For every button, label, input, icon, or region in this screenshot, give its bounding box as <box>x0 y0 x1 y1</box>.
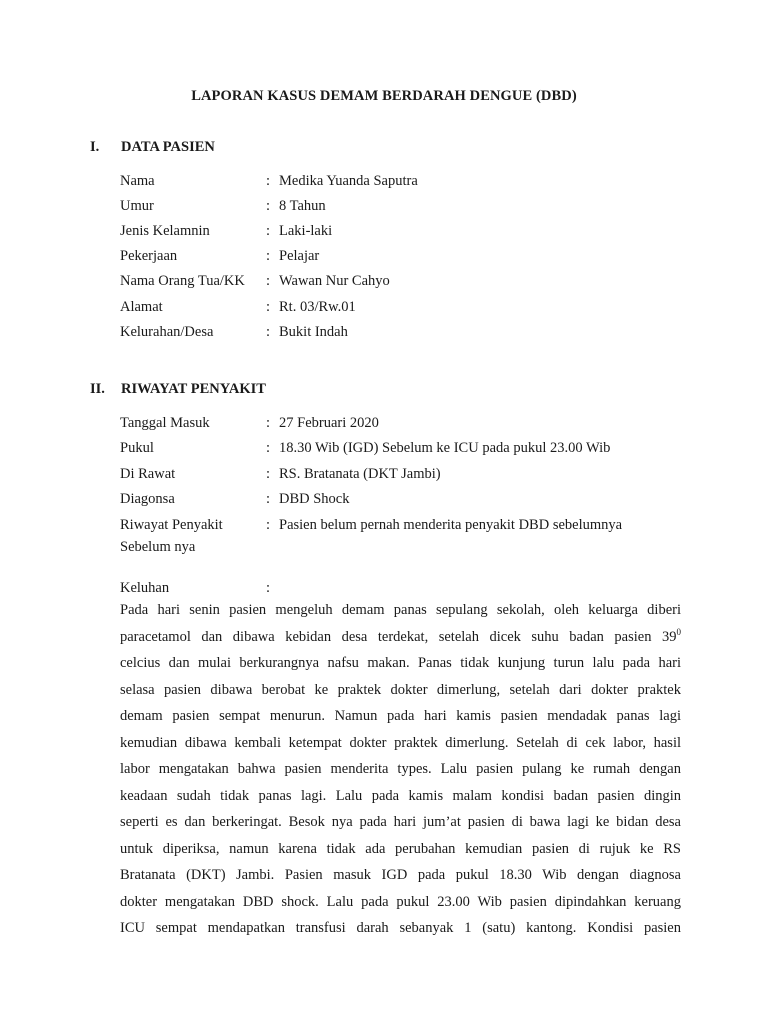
field-value: Bukit Indah <box>279 324 348 340</box>
paragraph-line: untuk diperiksa, namun karena tidak ada perubahan kemudian pasien di rujuk ke RS <box>120 840 681 857</box>
field-value: 8 Tahun <box>279 198 326 214</box>
field-label: Jenis Kelamnin <box>120 223 210 239</box>
paragraph-line: labor mengatakan bahwa pasien menderita types. Lalu pasien pulang ke rumah dengan <box>120 761 681 777</box>
paragraph-line: ICU sempat mendapatkan transfusi darah sebanyak 1 (satu) kantong. Kondisi pasien <box>120 920 681 936</box>
paragraph-line: Pada hari senin pasien mengeluh demam panas sepulang sekolah, oleh keluarga diberi <box>120 602 681 618</box>
field-label: Nama Orang Tua/KK <box>120 273 245 289</box>
temperature-degree: 0 <box>676 626 681 637</box>
paragraph-line: seperti es dan berkeringat. Besok nya pada hari jum’at pasien di bawa lagi ke bidan desa <box>120 814 681 830</box>
document-title: LAPORAN KASUS DEMAM BERDARAH DENGUE (DBD) <box>191 88 577 104</box>
paragraph-line <box>120 624 681 651</box>
field-colon: : <box>266 580 271 596</box>
field-value: Pelajar <box>279 248 320 264</box>
field-label: Kelurahan/Desa <box>120 324 214 340</box>
field-colon: : <box>266 440 271 456</box>
field-label: Umur <box>120 198 154 214</box>
field-label: Diagonsa <box>120 491 175 507</box>
paragraph-line: selasa pasien dibawa berobat ke praktek dokter dimerlung, setelah dari dokter praktek <box>120 681 681 698</box>
field-label: Alamat <box>120 299 163 315</box>
paragraph-line-text: paracetamol dan dibawa kebidan desa terdekat, setelah dicek suhu badan pasien 39 <box>120 628 677 645</box>
field-label: Tanggal Masuk <box>120 415 210 431</box>
field-label: Di Rawat <box>120 466 176 482</box>
field-value: Pasien belum pernah menderita penyakit DBD sebelumnya <box>279 517 623 533</box>
section-number: I. <box>90 139 100 155</box>
paragraph-line: celcius dan mulai berkurangnya nafsu makan. Panas tidak kunjung turun lalu pada hari <box>120 655 681 671</box>
field-value: Wawan Nur Cahyo <box>279 273 390 289</box>
section-title: DATA PASIEN <box>121 139 215 155</box>
field-value: 18.30 Wib (IGD) Sebelum ke ICU pada pukul 23.00 Wib <box>279 440 611 456</box>
keluhan-paragraph <box>120 597 681 942</box>
section-number: II. <box>90 381 105 397</box>
field-colon: : <box>266 223 271 239</box>
field-colon: : <box>266 248 271 264</box>
section-heading-riwayat-penyakit <box>90 381 266 398</box>
paragraph-line: keadaan sudah tidak panas lagi. Lalu pada kamis malam kondisi badan pasien dingin <box>120 787 681 804</box>
field-colon: : <box>266 198 271 214</box>
field-value: DBD Shock <box>279 491 350 507</box>
field-label <box>120 514 260 558</box>
field-colon: : <box>266 299 271 315</box>
field-colon: : <box>266 466 271 482</box>
field-riwayat-penyakit-sebelumnya <box>120 514 720 558</box>
field-label: Keluhan <box>120 580 170 596</box>
field-value: RS. Bratanata (DKT Jambi) <box>279 466 441 482</box>
section-title: RIWAYAT PENYAKIT <box>121 381 266 397</box>
field-value: Laki-laki <box>279 223 333 239</box>
field-value: Rt. 03/Rw.01 <box>279 299 356 315</box>
paragraph-line: dokter mengatakan DBD shock. Lalu pada pukul 23.00 Wib pasien dipindahkan keruang <box>120 893 681 910</box>
field-colon: : <box>266 324 271 340</box>
field-label: Nama <box>120 173 155 189</box>
field-colon: : <box>266 491 271 507</box>
paragraph-line: demam pasien sempat menurun. Namun pada hari kamis pasien mendadak panas lagi <box>120 708 681 724</box>
paragraph-line: Bratanata (DKT) Jambi. Pasien masuk IGD pada pukul 18.30 Wib dengan diagnosa <box>120 867 681 883</box>
section-heading-data-pasien <box>90 139 215 156</box>
paragraph-line: kemudian dibawa kembali ketempat dokter praktek dimerlung. Setelah di cek labor, hasil <box>120 734 681 751</box>
field-label: Pekerjaan <box>120 248 178 264</box>
field-colon: : <box>266 273 271 289</box>
field-value: Medika Yuanda Saputra <box>279 173 418 189</box>
field-label-line: Riwayat Penyakit <box>120 517 223 533</box>
field-colon: : <box>266 415 271 431</box>
field-colon: : <box>266 517 271 533</box>
field-value: 27 Februari 2020 <box>279 415 379 431</box>
field-colon: : <box>266 173 271 189</box>
field-label-line: Sebelum nya <box>120 539 196 555</box>
field-label: Pukul <box>120 440 154 456</box>
